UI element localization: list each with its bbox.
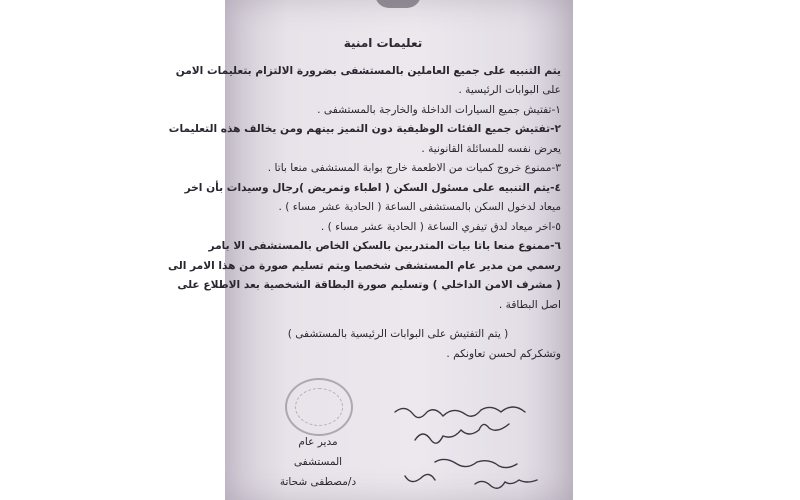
instruction-line: ٥-اخر ميعاد لدق تيفري الساعة ( الحادية عشر مساء ) . <box>320 220 561 233</box>
signature-block <box>273 432 363 492</box>
letterhead-mark <box>375 0 421 8</box>
instruction-line: ١-تفتيش جميع السيارات الداخلة والخارجة بالمستشفى . <box>317 103 561 116</box>
instruction-line: يتم التنبيه على جميع العاملين بالمستشفى بضرورة الالتزام بتعليمات الامن <box>175 64 561 77</box>
document-title: تعليمات امنية <box>343 36 423 50</box>
signature-scribble-5 <box>405 474 435 481</box>
official-stamp <box>285 378 353 436</box>
instruction-line: رسمي من مدير عام المستشفى شخصيا ويتم تسليم صورة من هذا الامر الى <box>168 259 561 272</box>
signature-scribble-2 <box>415 424 509 443</box>
instruction-line: ٢-تفتيش جميع الفئات الوظيفية دون التميز بينهم ومن يخالف هذه التعليمات <box>168 123 561 135</box>
instruction-line: ٣-ممنوع خروج كميات من الاطعمة خارج بوابة المستشفى منعا باتا . <box>267 162 561 174</box>
instruction-line: ٤-يتم التنبيه على مسئول السكن ( اطباء وتمريض )رجال وسيدات بأن اخر <box>184 181 561 194</box>
instruction-line: ميعاد لدخول السكن بالمستشفى الساعة ( الحادية عشر مساء ) . <box>278 201 561 213</box>
signature-scribble-3 <box>435 459 517 467</box>
document-body <box>168 34 561 364</box>
document-paper <box>168 0 573 500</box>
handwritten-signatures <box>375 392 565 500</box>
instruction-line: ( مشرف الامن الداخلي ) وتسليم صورة البطاقة الشخصية بعد الاطلاع على <box>177 279 561 291</box>
inspection-notice: ( يتم التفتيش على البوابات الرئيسية بالمستشفى ) <box>287 328 509 340</box>
signature-scribble-1 <box>395 407 525 418</box>
instruction-lines <box>168 62 561 316</box>
signatory-name: د/مصطفى شحاتة <box>279 476 357 488</box>
signature-scribble-4 <box>475 480 537 488</box>
instruction-line: يعرض نفسه للمسائلة القانونية . <box>421 142 561 155</box>
instruction-line: ٦-ممنوع منعا باتا بيات المتدربين بالسكن الخاص بالمستشفى الا بامر <box>208 240 561 252</box>
instruction-line: على البوابات الرئيسية . <box>458 84 561 96</box>
thanks-line: وتشكركم لحسن تعاونكم . <box>446 347 561 360</box>
signatory-role: مدير عام المستشفى <box>293 436 343 468</box>
instruction-line: اصل البطاقة . <box>498 298 561 311</box>
